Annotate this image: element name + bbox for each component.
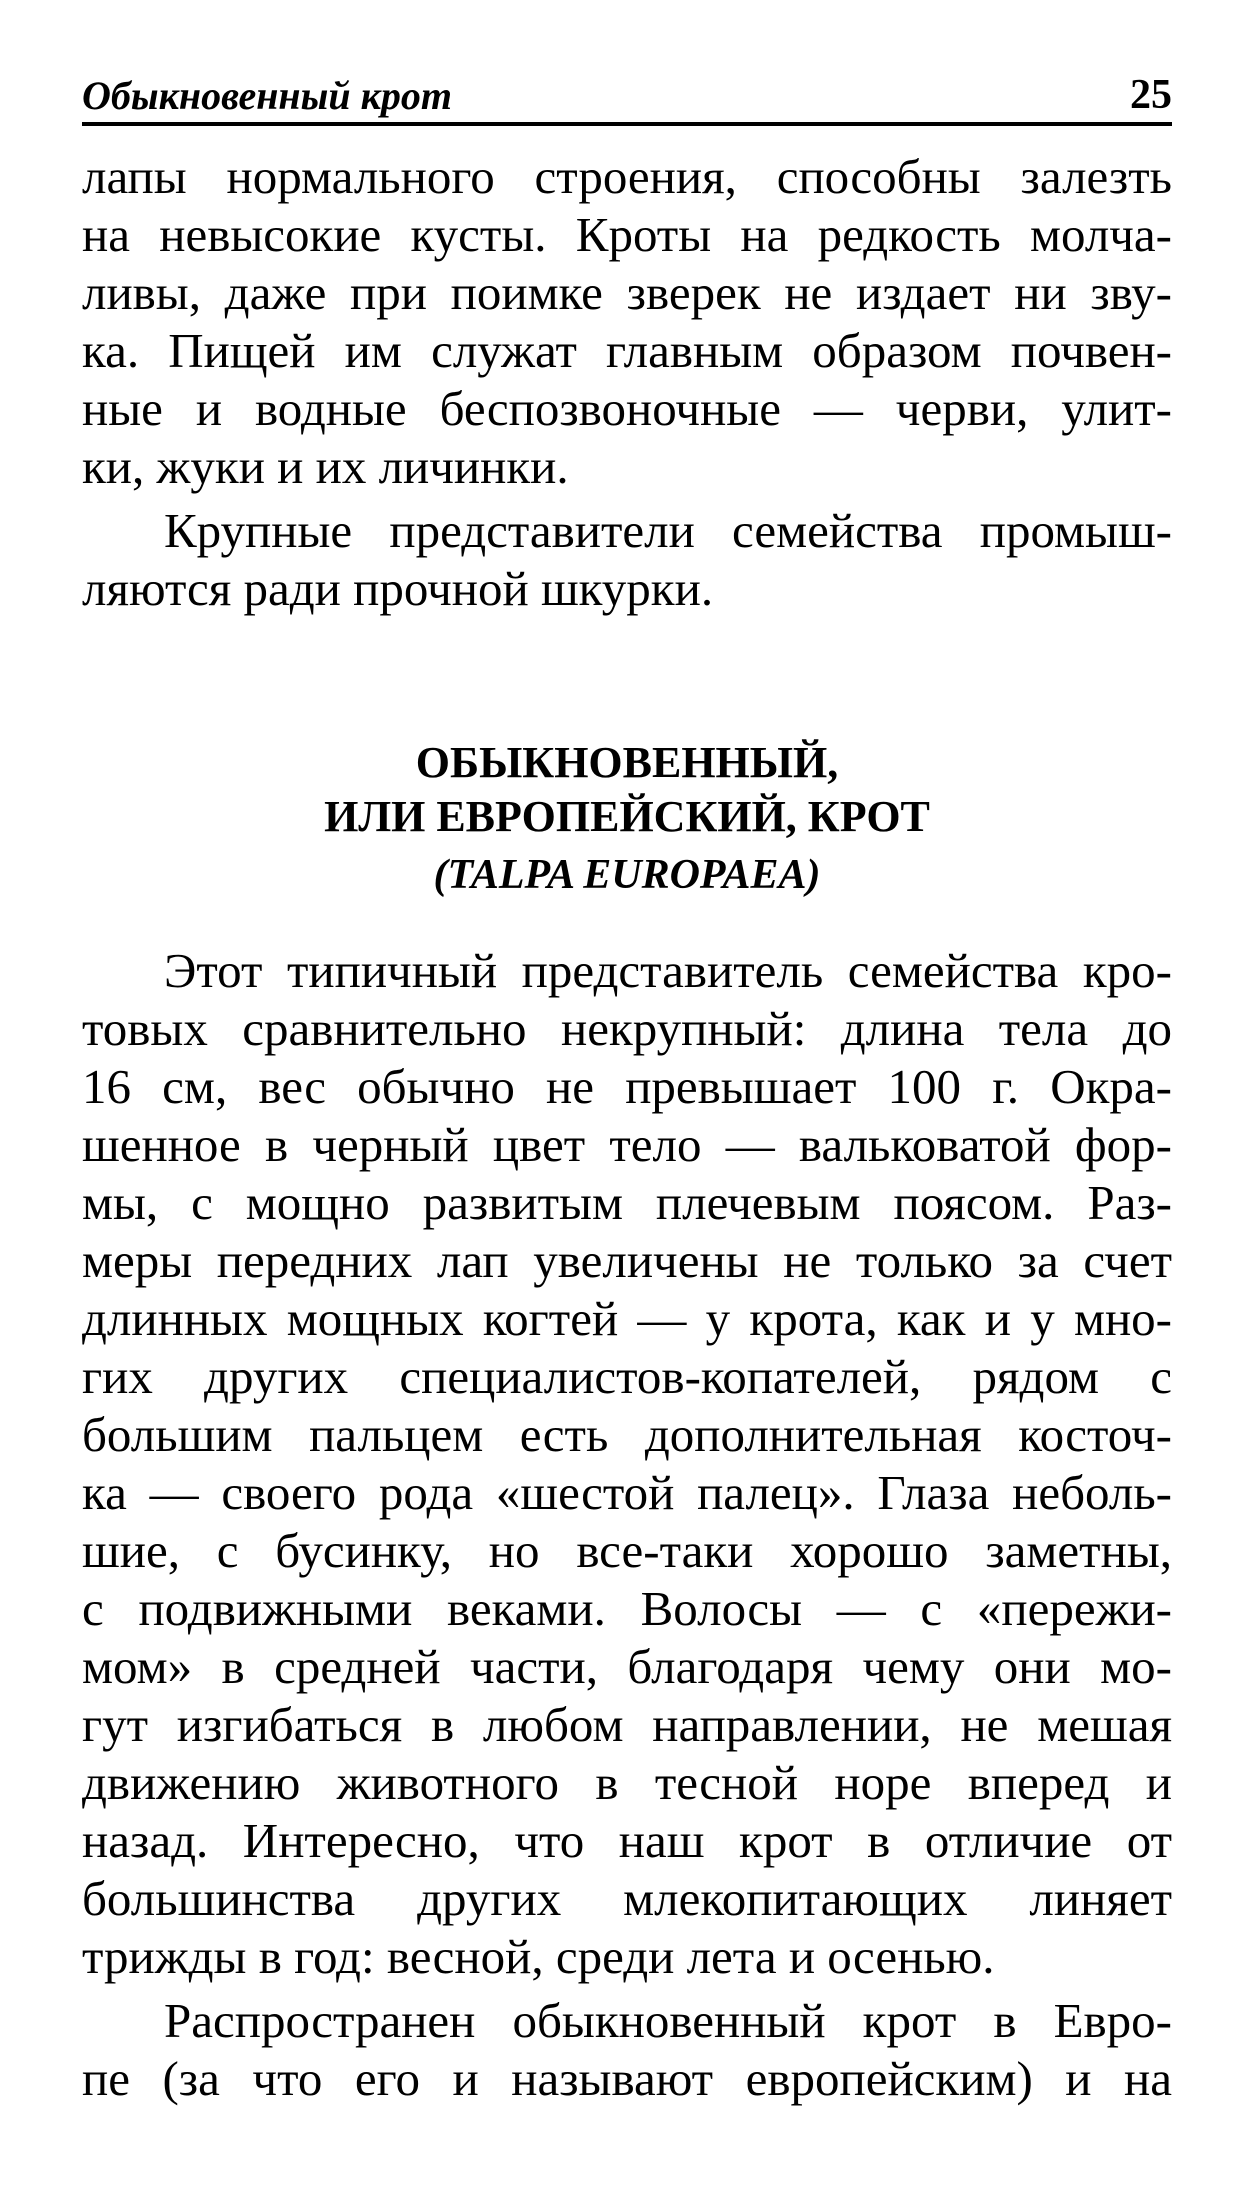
- running-header: [82, 62, 1172, 126]
- text-line: ляются ради прочной шкурки.: [82, 561, 714, 616]
- text-line: длинных мощных когтей — у крота, как и у мно-: [82, 1291, 1172, 1346]
- text-line: ка — своего рода «шестой палец». Глаза неболь-: [82, 1465, 1172, 1520]
- text-line: мы, с мощно развитым плечевым поясом. Раз-: [82, 1175, 1172, 1230]
- section-heading: [82, 736, 1172, 844]
- text-line: мом» в средней части, благодаря чему они мо-: [82, 1639, 1172, 1694]
- intro-paragraph-2: [82, 502, 1172, 618]
- text-line: шие, с бусинку, но все-таки хорошо заметны,: [82, 1523, 1172, 1578]
- text-line: ки, жуки и их личинки.: [82, 439, 569, 494]
- section-heading-line-2: ИЛИ ЕВРОПЕЙСКИЙ, КРОТ: [324, 792, 930, 841]
- section-heading-line-1: ОБЫКНОВЕННЫЙ,: [415, 738, 839, 787]
- text-line: с подвижными веками. Волосы — с «пережи-: [82, 1581, 1172, 1636]
- text-line: пе (за что его и называют европейским) и на: [82, 2051, 1172, 2106]
- text-line: ливы, даже при поимке зверек не издает ни зву-: [82, 265, 1172, 320]
- text-line: ка. Пищей им служат главным образом почвен-: [82, 323, 1172, 378]
- text-line: Этот типичный представитель семейства кро-: [164, 943, 1172, 998]
- text-line: гут изгибаться в любом направлении, не мешая: [82, 1697, 1172, 1752]
- section-paragraph-2: [82, 1992, 1172, 2108]
- latin-name: (TALPA EUROPAEA): [433, 852, 821, 898]
- text-line: Крупные представители семейства промыш-: [164, 503, 1172, 558]
- text-line: назад. Интересно, что наш крот в отличие от: [82, 1813, 1172, 1868]
- text-line: 16 см, вес обычно не превышает 100 г. Окра-: [82, 1059, 1172, 1114]
- intro-paragraph-1: [82, 148, 1172, 496]
- text-line: меры передних лап увеличены не только за счет: [82, 1233, 1172, 1288]
- running-title: Обыкновенный крот: [82, 73, 453, 118]
- text-line: большим пальцем есть дополнительная косточ-: [82, 1407, 1172, 1462]
- text-line: гих других специалистов-копателей, рядом с: [82, 1349, 1172, 1404]
- section-paragraph-1: [82, 942, 1172, 1986]
- text-line: лапы нормального строения, способны залезть: [82, 149, 1172, 204]
- text-line: большинства других млекопитающих линяет: [82, 1871, 1172, 1926]
- text-line: Распространен обыкновенный крот в Евро-: [164, 1993, 1172, 2048]
- text-line: шенное в черный цвет тело — вальковатой фор-: [82, 1117, 1172, 1172]
- text-line: ные и водные беспозвоночные — черви, улит-: [82, 381, 1172, 436]
- text-line: товых сравнительно некрупный: длина тела до: [82, 1001, 1172, 1056]
- text-line: трижды в год: весной, среди лета и осенью.: [82, 1929, 995, 1984]
- text-line: на невысокие кусты. Кроты на редкость молча-: [82, 207, 1172, 262]
- page-number: 25: [1130, 72, 1172, 118]
- text-line: движению животного в тесной норе вперед и: [82, 1755, 1172, 1810]
- book-page: [82, 62, 1172, 2108]
